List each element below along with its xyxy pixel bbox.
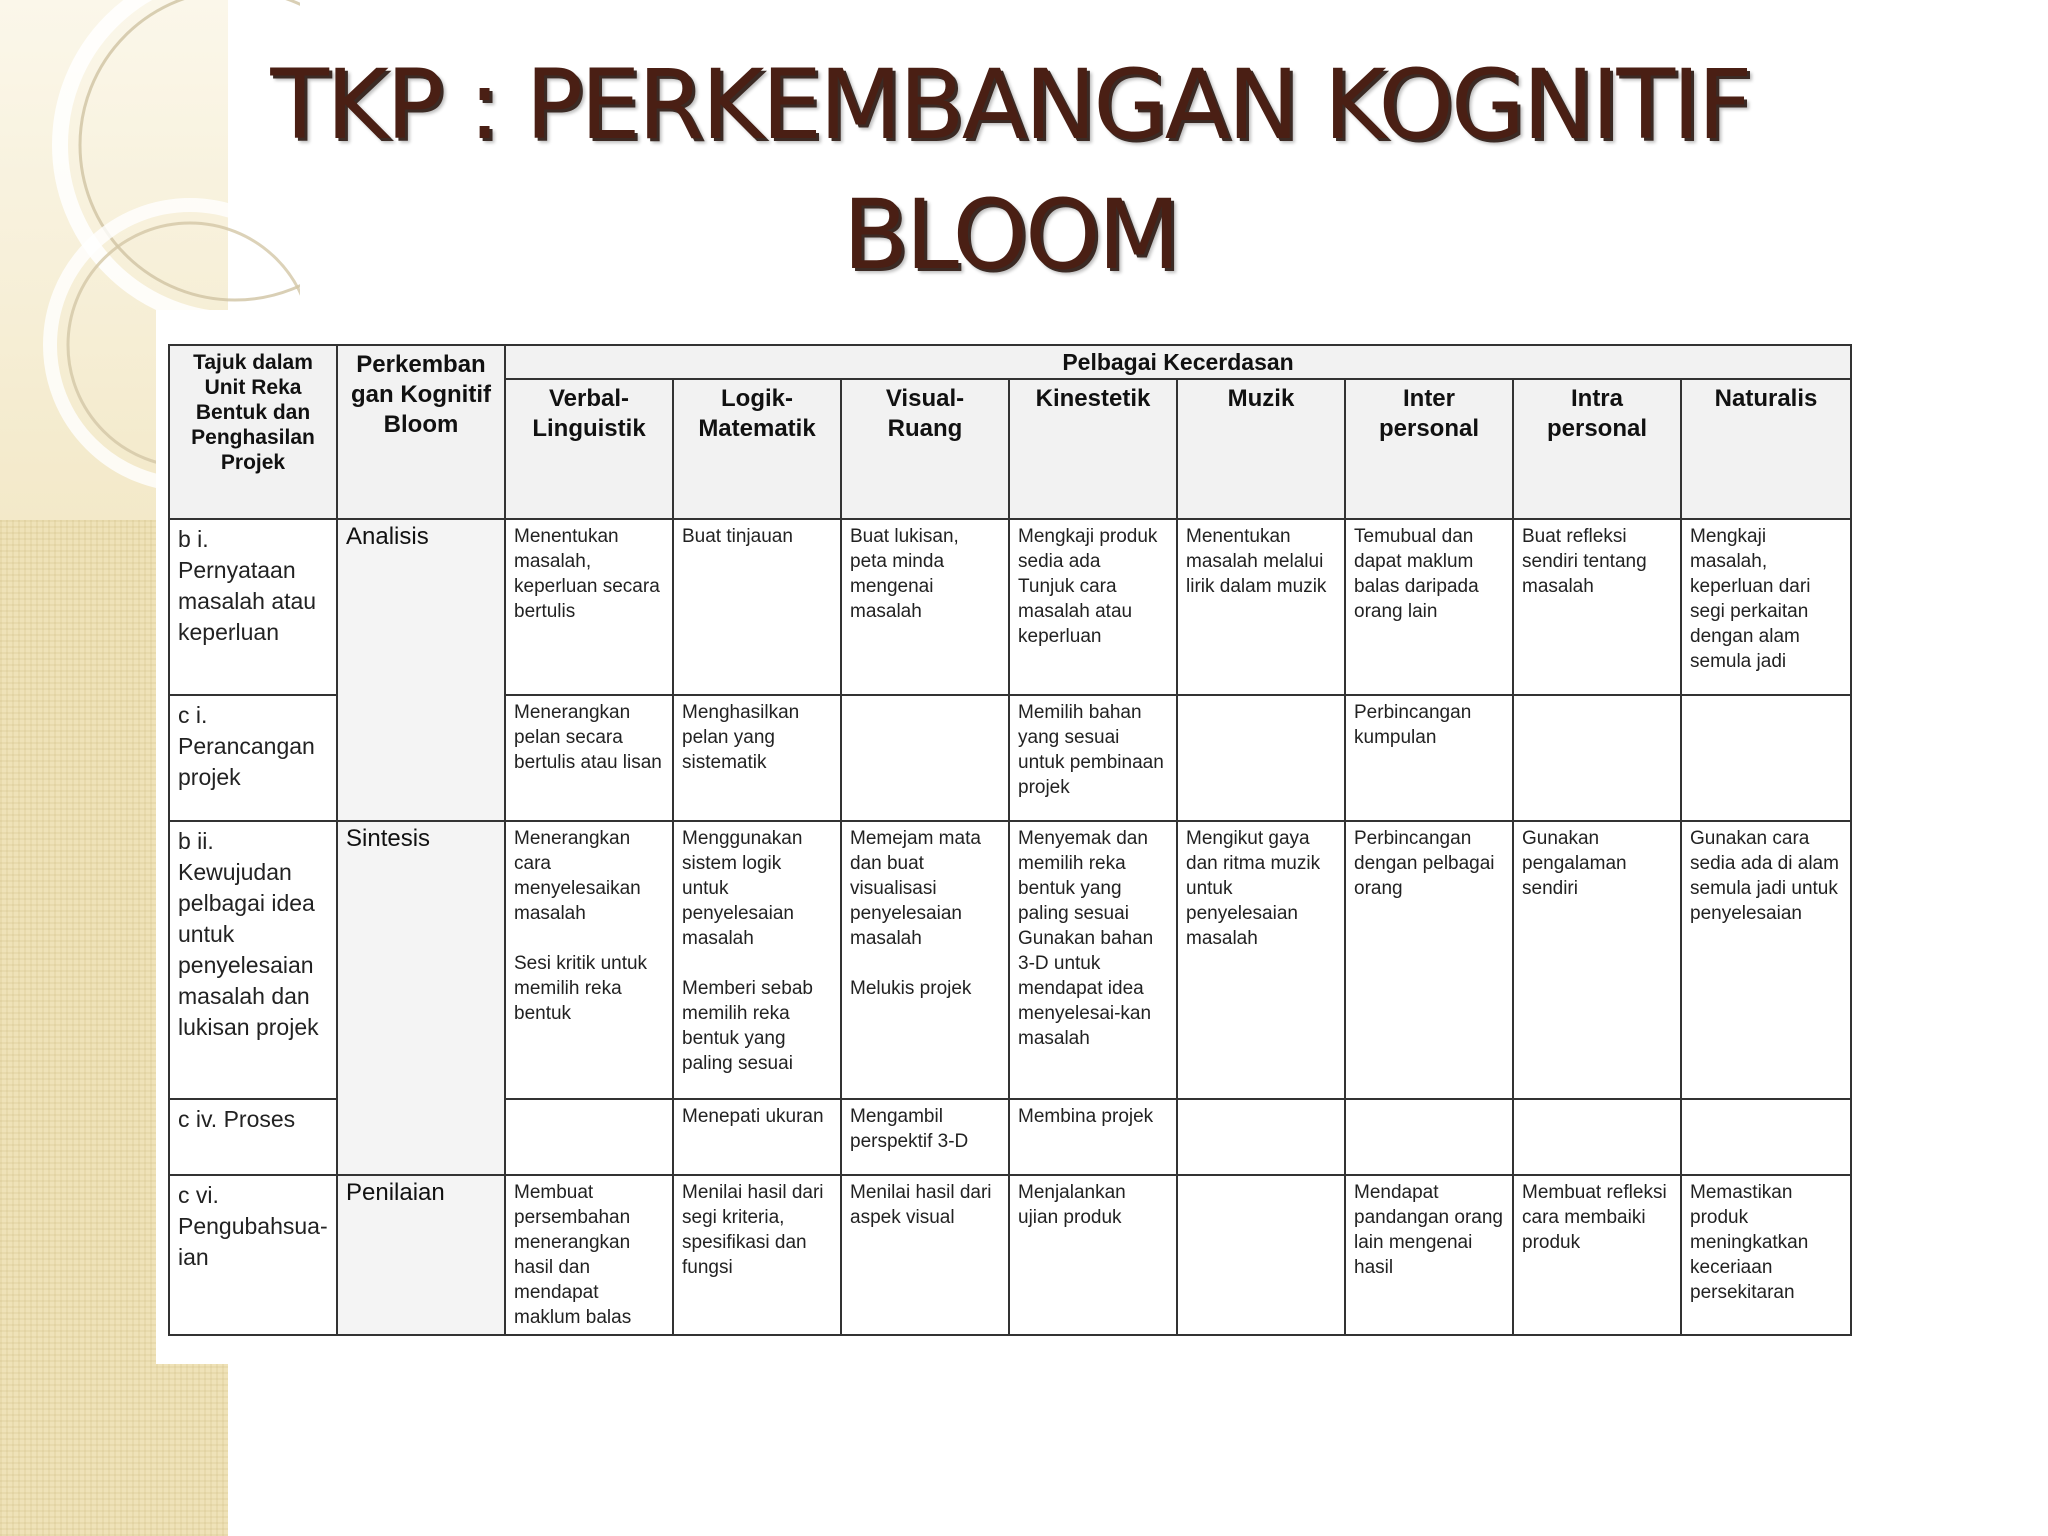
title-line-2: BLOOM (842, 179, 1178, 291)
table-cell (1513, 1099, 1681, 1175)
table-cell (841, 695, 1009, 821)
header-kinestetik: Kinestetik (1009, 379, 1177, 519)
table-cell: Menilai hasil dari aspek visual (841, 1175, 1009, 1335)
bloom-level-sintesis: Sintesis (337, 821, 505, 1175)
table-cell: Membina projek (1009, 1099, 1177, 1175)
table-cell: Buat lukisan, peta minda mengenai masalah (841, 519, 1009, 695)
table-cell (505, 1099, 673, 1175)
table-cell: Menilai hasil dari segi kriteria, spesifikasi dan fungsi (673, 1175, 841, 1335)
slide-title (150, 40, 1870, 300)
table-cell: Menjalankan ujian produk (1009, 1175, 1177, 1335)
table-cell: Memejam mata dan buat visualisasi penyelesaian masalah Melukis projek (841, 821, 1009, 1099)
table-cell: Menggunakan sistem logik untuk penyelesaian masalah Memberi sebab memilih reka bentuk yang paling sesuai (673, 821, 841, 1099)
row-unit-cell: b ii. Kewujudan pelbagai idea untuk penyelesaian masalah dan lukisan projek (169, 821, 337, 1099)
header-bloom: Perkemban gan Kognitif Bloom (337, 345, 505, 519)
table-cell: Menyemak dan memilih reka bentuk yang paling sesuai Gunakan bahan 3-D untuk mendapat idea menyelesai-kan masalah (1009, 821, 1177, 1099)
table-cell: Gunakan pengalaman sendiri (1513, 821, 1681, 1099)
header-unit-topic: Tajuk dalam Unit Reka Bentuk dan Penghasilan Projek (169, 345, 337, 519)
table-cell: Menentukan masalah melalui lirik dalam muzik (1177, 519, 1345, 695)
table-cell: Membuat refleksi cara membaiki produk (1513, 1175, 1681, 1335)
table-cell: Menerangkan cara menyelesaikan masalah Sesi kritik untuk memilih reka bentuk (505, 821, 673, 1099)
table-cell (1681, 695, 1851, 821)
table-cell: Perbincangan dengan pelbagai orang (1345, 821, 1513, 1099)
table-cell (1681, 1099, 1851, 1175)
table-cell: Buat refleksi sendiri tentang masalah (1513, 519, 1681, 695)
table-cell: Menentukan masalah, keperluan secara bertulis (505, 519, 673, 695)
row-unit-cell: b i. Pernyataan masalah atau keperluan (169, 519, 337, 695)
table-cell: Buat tinjauan (673, 519, 841, 695)
header-naturalis: Naturalis (1681, 379, 1851, 519)
table-cell (1177, 1099, 1345, 1175)
table-cell: Menerangkan pelan secara bertulis atau lisan (505, 695, 673, 821)
table-cell (1177, 695, 1345, 821)
table-cell: Mendapat pandangan orang lain mengenai hasil (1345, 1175, 1513, 1335)
header-verbal-linguistik: Verbal- Linguistik (505, 379, 673, 519)
table-cell (1345, 1099, 1513, 1175)
bloom-level-penilaian: Penilaian (337, 1175, 505, 1335)
bloom-level-analisis: Analisis (337, 519, 505, 821)
table-cell (1177, 1175, 1345, 1335)
table-cell: Perbincangan kumpulan (1345, 695, 1513, 821)
row-unit-cell: c vi. Pengubahsua-ian (169, 1175, 337, 1335)
row-unit-cell: c iv. Proses (169, 1099, 337, 1175)
table-cell: Gunakan cara sedia ada di alam semula jadi untuk penyelesaian (1681, 821, 1851, 1099)
table-cell: Temubual dan dapat maklum balas daripada orang lain (1345, 519, 1513, 695)
header-multiple-intelligences: Pelbagai Kecerdasan (505, 345, 1851, 379)
table-cell: Mengambil perspektif 3-D (841, 1099, 1009, 1175)
table-cell: Mengkaji produk sedia ada Tunjuk cara masalah atau keperluan (1009, 519, 1177, 695)
header-visual-ruang: Visual- Ruang (841, 379, 1009, 519)
row-unit-cell: c i. Perancangan projek (169, 695, 337, 821)
table-cell: Memastikan produk meningkatkan keceriaan persekitaran (1681, 1175, 1851, 1335)
title-line-1: TKP : PERKEMBANGAN KOGNITIF (270, 49, 1750, 161)
table-cell: Membuat persembahan menerangkan hasil dan mendapat maklum balas (505, 1175, 673, 1335)
header-muzik: Muzik (1177, 379, 1345, 519)
table-cell: Memilih bahan yang sesuai untuk pembinaan projek (1009, 695, 1177, 821)
table-image-panel (156, 310, 1856, 1364)
table-cell: Mengkaji masalah, keperluan dari segi perkaitan dengan alam semula jadi (1681, 519, 1851, 695)
table-cell: Menghasilkan pelan yang sistematik (673, 695, 841, 821)
bloom-intelligence-table (168, 344, 1852, 1336)
table-cell (1513, 695, 1681, 821)
table-cell: Menepati ukuran (673, 1099, 841, 1175)
header-intrapersonal: Intra personal (1513, 379, 1681, 519)
header-logik-matematik: Logik- Matematik (673, 379, 841, 519)
header-interpersonal: Inter personal (1345, 379, 1513, 519)
table-cell: Mengikut gaya dan ritma muzik untuk penyelesaian masalah (1177, 821, 1345, 1099)
